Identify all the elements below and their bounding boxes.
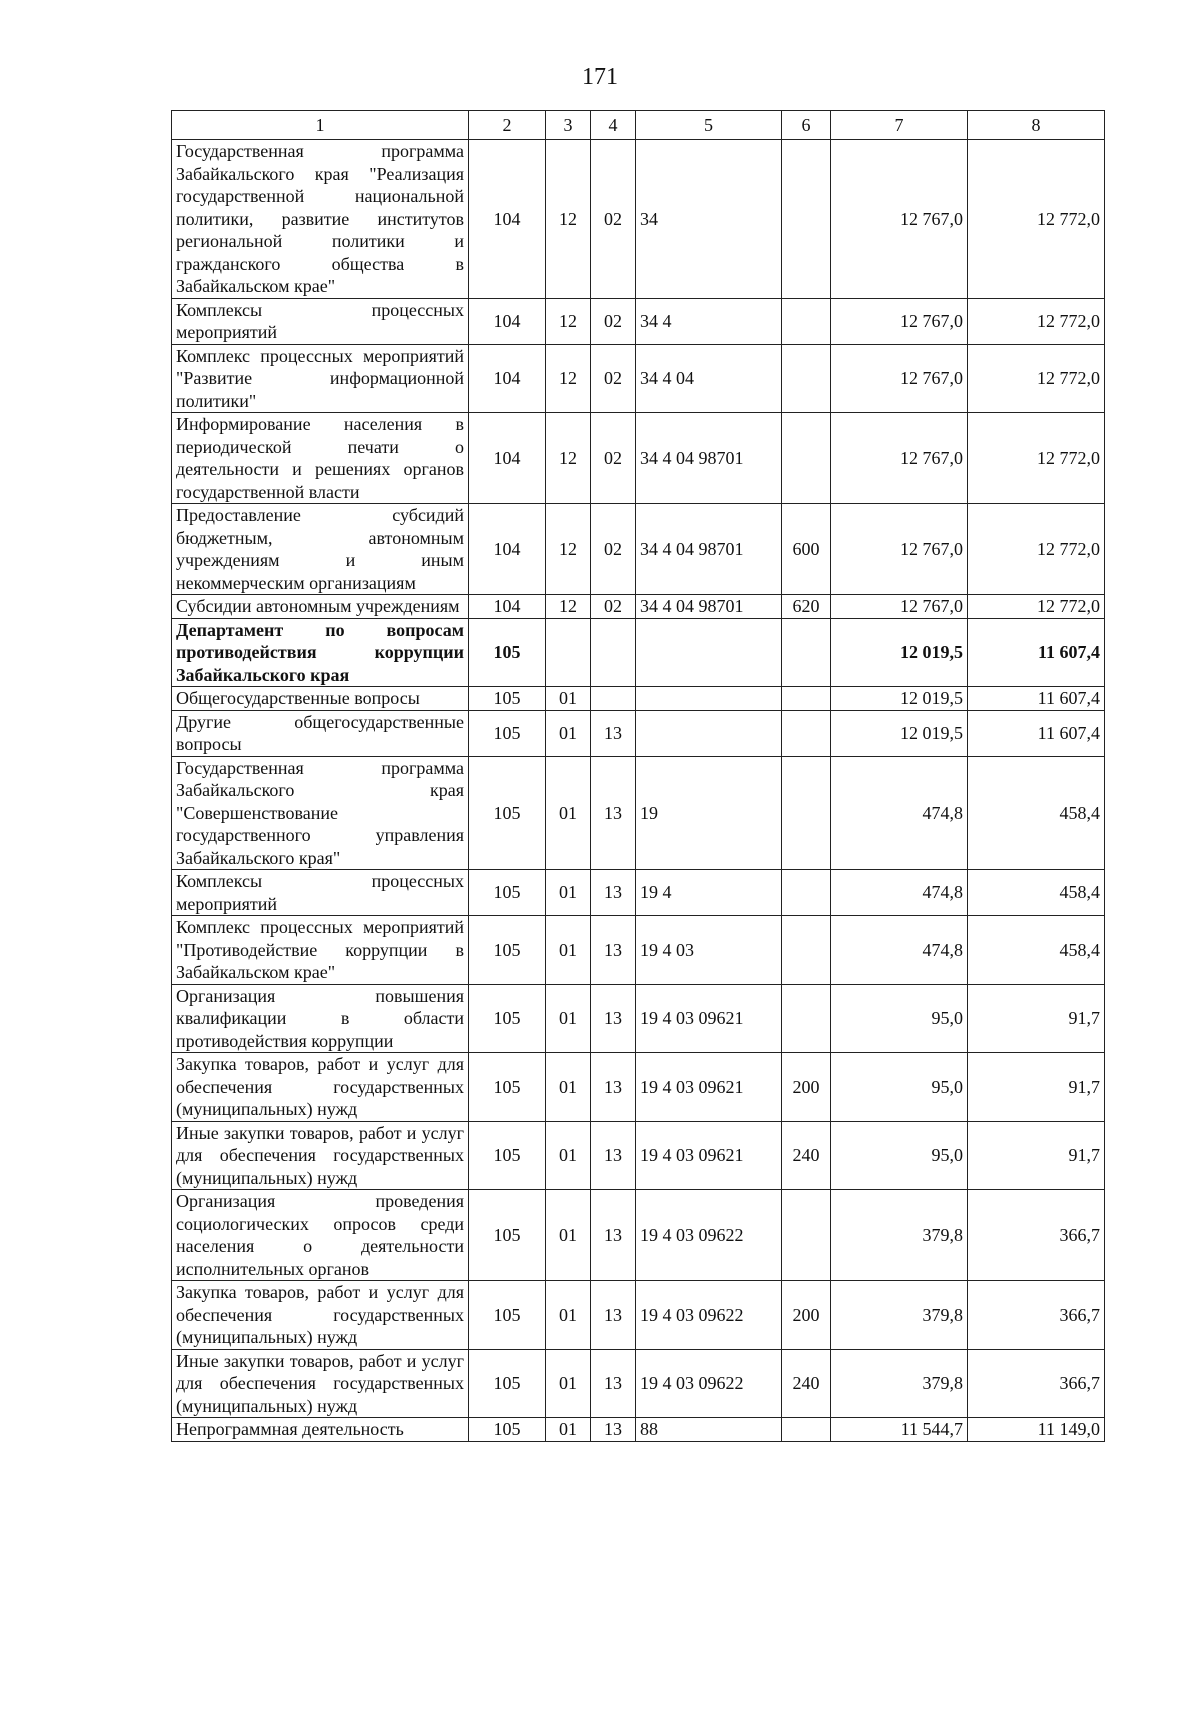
cell-target bbox=[636, 687, 782, 711]
cell-sum-1: 474,8 bbox=[831, 870, 968, 916]
cell-target: 19 4 03 09622 bbox=[636, 1349, 782, 1418]
cell-name: Иные закупки товаров, работ и услуг для обеспечения государственных (муниципальных) нужд bbox=[172, 1121, 469, 1190]
cell-expense-type bbox=[782, 756, 831, 870]
cell-name: Организация повышения квалификации в области противодействия коррупции bbox=[172, 984, 469, 1053]
cell-expense-type: 620 bbox=[782, 595, 831, 619]
cell-name: Государственная программа Забайкальского края "Реализация государственной национальной политики, развитие институтов региональной политики и гражданского общества в Забайкальском крае" bbox=[172, 140, 469, 299]
header-row bbox=[172, 111, 1105, 140]
cell-section: 01 bbox=[546, 1349, 591, 1418]
cell-sum-1: 95,0 bbox=[831, 1053, 968, 1122]
cell-sum-2: 11 149,0 bbox=[968, 1418, 1105, 1442]
header-col-2: 2 bbox=[469, 111, 546, 140]
cell-name: Закупка товаров, работ и услуг для обеспечения государственных (муниципальных) нужд bbox=[172, 1053, 469, 1122]
cell-sum-1: 95,0 bbox=[831, 1121, 968, 1190]
cell-sum-2: 12 772,0 bbox=[968, 504, 1105, 595]
cell-target bbox=[636, 710, 782, 756]
cell-sum-2: 91,7 bbox=[968, 1121, 1105, 1190]
table-body bbox=[172, 140, 1105, 1442]
cell-name: Иные закупки товаров, работ и услуг для обеспечения государственных (муниципальных) нужд bbox=[172, 1349, 469, 1418]
header-col-1: 1 bbox=[172, 111, 469, 140]
cell-ministry: 105 bbox=[469, 984, 546, 1053]
cell-sum-2: 458,4 bbox=[968, 756, 1105, 870]
cell-name: Информирование населения в периодической печати о деятельности и решениях органов государственной власти bbox=[172, 413, 469, 504]
cell-subsection: 13 bbox=[591, 1190, 636, 1281]
cell-ministry: 105 bbox=[469, 756, 546, 870]
table-row bbox=[172, 595, 1105, 619]
cell-ministry: 105 bbox=[469, 1190, 546, 1281]
cell-target: 19 4 03 09621 bbox=[636, 984, 782, 1053]
cell-subsection: 13 bbox=[591, 870, 636, 916]
header-col-4: 4 bbox=[591, 111, 636, 140]
cell-expense-type: 600 bbox=[782, 504, 831, 595]
cell-expense-type: 240 bbox=[782, 1121, 831, 1190]
cell-target: 34 4 04 bbox=[636, 344, 782, 413]
cell-subsection: 02 bbox=[591, 595, 636, 619]
cell-sum-2: 12 772,0 bbox=[968, 595, 1105, 619]
cell-sum-1: 379,8 bbox=[831, 1281, 968, 1350]
cell-section: 01 bbox=[546, 1190, 591, 1281]
cell-target: 88 bbox=[636, 1418, 782, 1442]
table-row bbox=[172, 1349, 1105, 1418]
table-row bbox=[172, 618, 1105, 687]
cell-sum-2: 458,4 bbox=[968, 870, 1105, 916]
cell-section: 01 bbox=[546, 756, 591, 870]
table-row bbox=[172, 504, 1105, 595]
cell-sum-1: 474,8 bbox=[831, 916, 968, 985]
cell-name: Комплексы процессных мероприятий bbox=[172, 298, 469, 344]
cell-sum-1: 474,8 bbox=[831, 756, 968, 870]
cell-sum-2: 458,4 bbox=[968, 916, 1105, 985]
cell-subsection: 02 bbox=[591, 504, 636, 595]
cell-name: Общегосударственные вопросы bbox=[172, 687, 469, 711]
cell-section: 12 bbox=[546, 504, 591, 595]
cell-subsection: 13 bbox=[591, 916, 636, 985]
cell-target: 34 bbox=[636, 140, 782, 299]
cell-expense-type bbox=[782, 140, 831, 299]
cell-expense-type bbox=[782, 1418, 831, 1442]
table-row bbox=[172, 984, 1105, 1053]
table-row bbox=[172, 1053, 1105, 1122]
cell-target: 19 bbox=[636, 756, 782, 870]
cell-name: Государственная программа Забайкальского края "Совершенствование государственного управления Забайкальского края" bbox=[172, 756, 469, 870]
cell-subsection: 13 bbox=[591, 1053, 636, 1122]
cell-subsection: 13 bbox=[591, 1121, 636, 1190]
cell-ministry: 105 bbox=[469, 1121, 546, 1190]
cell-expense-type bbox=[782, 870, 831, 916]
cell-name: Департамент по вопросам противодействия коррупции Забайкальского края bbox=[172, 618, 469, 687]
table-row bbox=[172, 344, 1105, 413]
cell-name: Комплекс процессных мероприятий "Развитие информационной политики" bbox=[172, 344, 469, 413]
cell-name: Комплекс процессных мероприятий "Противодействие коррупции в Забайкальском крае" bbox=[172, 916, 469, 985]
cell-sum-1: 12 019,5 bbox=[831, 687, 968, 711]
cell-ministry: 105 bbox=[469, 1418, 546, 1442]
table-row bbox=[172, 1418, 1105, 1442]
cell-target: 19 4 03 09622 bbox=[636, 1190, 782, 1281]
cell-sum-1: 12 767,0 bbox=[831, 413, 968, 504]
cell-sum-1: 12 767,0 bbox=[831, 298, 968, 344]
cell-sum-2: 91,7 bbox=[968, 1053, 1105, 1122]
cell-section: 01 bbox=[546, 1418, 591, 1442]
cell-target bbox=[636, 618, 782, 687]
cell-name: Закупка товаров, работ и услуг для обеспечения государственных (муниципальных) нужд bbox=[172, 1281, 469, 1350]
table-row bbox=[172, 1281, 1105, 1350]
cell-section: 01 bbox=[546, 916, 591, 985]
header-col-7: 7 bbox=[831, 111, 968, 140]
cell-sum-2: 12 772,0 bbox=[968, 298, 1105, 344]
cell-section: 01 bbox=[546, 1053, 591, 1122]
cell-expense-type bbox=[782, 710, 831, 756]
cell-sum-2: 366,7 bbox=[968, 1190, 1105, 1281]
cell-sum-2: 11 607,4 bbox=[968, 618, 1105, 687]
cell-name: Предоставление субсидий бюджетным, автономным учреждениям и иным некоммерческим организациям bbox=[172, 504, 469, 595]
cell-name: Комплексы процессных мероприятий bbox=[172, 870, 469, 916]
cell-sum-1: 379,8 bbox=[831, 1190, 968, 1281]
cell-sum-2: 366,7 bbox=[968, 1349, 1105, 1418]
cell-sum-2: 11 607,4 bbox=[968, 710, 1105, 756]
page-number: 171 bbox=[582, 64, 618, 90]
cell-expense-type: 200 bbox=[782, 1053, 831, 1122]
cell-expense-type bbox=[782, 413, 831, 504]
cell-ministry: 104 bbox=[469, 413, 546, 504]
cell-sum-2: 11 607,4 bbox=[968, 687, 1105, 711]
cell-section: 12 bbox=[546, 413, 591, 504]
table-row bbox=[172, 870, 1105, 916]
cell-section: 12 bbox=[546, 298, 591, 344]
cell-subsection bbox=[591, 618, 636, 687]
budget-table bbox=[171, 110, 1105, 1442]
cell-expense-type bbox=[782, 916, 831, 985]
cell-sum-1: 12 767,0 bbox=[831, 504, 968, 595]
cell-subsection: 02 bbox=[591, 344, 636, 413]
cell-section: 01 bbox=[546, 870, 591, 916]
cell-subsection: 13 bbox=[591, 1281, 636, 1350]
header-col-6: 6 bbox=[782, 111, 831, 140]
cell-section bbox=[546, 618, 591, 687]
cell-expense-type: 240 bbox=[782, 1349, 831, 1418]
cell-target: 34 4 04 98701 bbox=[636, 504, 782, 595]
cell-ministry: 104 bbox=[469, 344, 546, 413]
cell-ministry: 105 bbox=[469, 870, 546, 916]
cell-sum-2: 91,7 bbox=[968, 984, 1105, 1053]
cell-ministry: 104 bbox=[469, 140, 546, 299]
cell-subsection: 13 bbox=[591, 1418, 636, 1442]
cell-sum-1: 12 767,0 bbox=[831, 595, 968, 619]
cell-ministry: 105 bbox=[469, 1053, 546, 1122]
cell-name: Другие общегосударственные вопросы bbox=[172, 710, 469, 756]
cell-target: 19 4 03 bbox=[636, 916, 782, 985]
cell-ministry: 104 bbox=[469, 504, 546, 595]
cell-subsection: 02 bbox=[591, 413, 636, 504]
cell-ministry: 104 bbox=[469, 298, 546, 344]
cell-expense-type bbox=[782, 687, 831, 711]
cell-name: Организация проведения социологических опросов среди населения о деятельности исполнительных органов bbox=[172, 1190, 469, 1281]
cell-expense-type bbox=[782, 344, 831, 413]
cell-ministry: 105 bbox=[469, 1281, 546, 1350]
cell-target: 34 4 04 98701 bbox=[636, 595, 782, 619]
table-row bbox=[172, 756, 1105, 870]
cell-target: 19 4 03 09621 bbox=[636, 1053, 782, 1122]
header-col-8: 8 bbox=[968, 111, 1105, 140]
cell-expense-type bbox=[782, 984, 831, 1053]
cell-target: 19 4 03 09621 bbox=[636, 1121, 782, 1190]
cell-subsection: 02 bbox=[591, 298, 636, 344]
cell-sum-1: 12 019,5 bbox=[831, 618, 968, 687]
cell-target: 34 4 bbox=[636, 298, 782, 344]
cell-ministry: 105 bbox=[469, 916, 546, 985]
table-row bbox=[172, 1121, 1105, 1190]
cell-subsection: 13 bbox=[591, 710, 636, 756]
cell-ministry: 105 bbox=[469, 687, 546, 711]
cell-name: Непрограммная деятельность bbox=[172, 1418, 469, 1442]
cell-target: 34 4 04 98701 bbox=[636, 413, 782, 504]
cell-section: 12 bbox=[546, 595, 591, 619]
header-col-3: 3 bbox=[546, 111, 591, 140]
cell-sum-1: 12 019,5 bbox=[831, 710, 968, 756]
cell-section: 01 bbox=[546, 710, 591, 756]
cell-sum-1: 12 767,0 bbox=[831, 140, 968, 299]
cell-sum-2: 12 772,0 bbox=[968, 344, 1105, 413]
table-row bbox=[172, 140, 1105, 299]
table-row bbox=[172, 710, 1105, 756]
cell-section: 12 bbox=[546, 344, 591, 413]
cell-subsection: 13 bbox=[591, 756, 636, 870]
cell-subsection: 13 bbox=[591, 984, 636, 1053]
cell-section: 01 bbox=[546, 1281, 591, 1350]
cell-ministry: 105 bbox=[469, 710, 546, 756]
cell-expense-type: 200 bbox=[782, 1281, 831, 1350]
cell-ministry: 104 bbox=[469, 595, 546, 619]
cell-expense-type bbox=[782, 298, 831, 344]
table-row bbox=[172, 298, 1105, 344]
table-row bbox=[172, 916, 1105, 985]
cell-sum-1: 12 767,0 bbox=[831, 344, 968, 413]
table-row bbox=[172, 687, 1105, 711]
cell-subsection bbox=[591, 687, 636, 711]
cell-expense-type bbox=[782, 1190, 831, 1281]
table-row bbox=[172, 1190, 1105, 1281]
cell-subsection: 13 bbox=[591, 1349, 636, 1418]
cell-ministry: 105 bbox=[469, 1349, 546, 1418]
cell-sum-1: 11 544,7 bbox=[831, 1418, 968, 1442]
table-row bbox=[172, 413, 1105, 504]
header-col-5: 5 bbox=[636, 111, 782, 140]
cell-sum-2: 366,7 bbox=[968, 1281, 1105, 1350]
cell-section: 01 bbox=[546, 1121, 591, 1190]
cell-target: 19 4 bbox=[636, 870, 782, 916]
cell-sum-1: 379,8 bbox=[831, 1349, 968, 1418]
cell-ministry: 105 bbox=[469, 618, 546, 687]
cell-name: Субсидии автономным учреждениям bbox=[172, 595, 469, 619]
cell-subsection: 02 bbox=[591, 140, 636, 299]
cell-expense-type bbox=[782, 618, 831, 687]
cell-section: 01 bbox=[546, 687, 591, 711]
cell-sum-1: 95,0 bbox=[831, 984, 968, 1053]
cell-sum-2: 12 772,0 bbox=[968, 140, 1105, 299]
cell-target: 19 4 03 09622 bbox=[636, 1281, 782, 1350]
cell-section: 01 bbox=[546, 984, 591, 1053]
cell-section: 12 bbox=[546, 140, 591, 299]
cell-sum-2: 12 772,0 bbox=[968, 413, 1105, 504]
